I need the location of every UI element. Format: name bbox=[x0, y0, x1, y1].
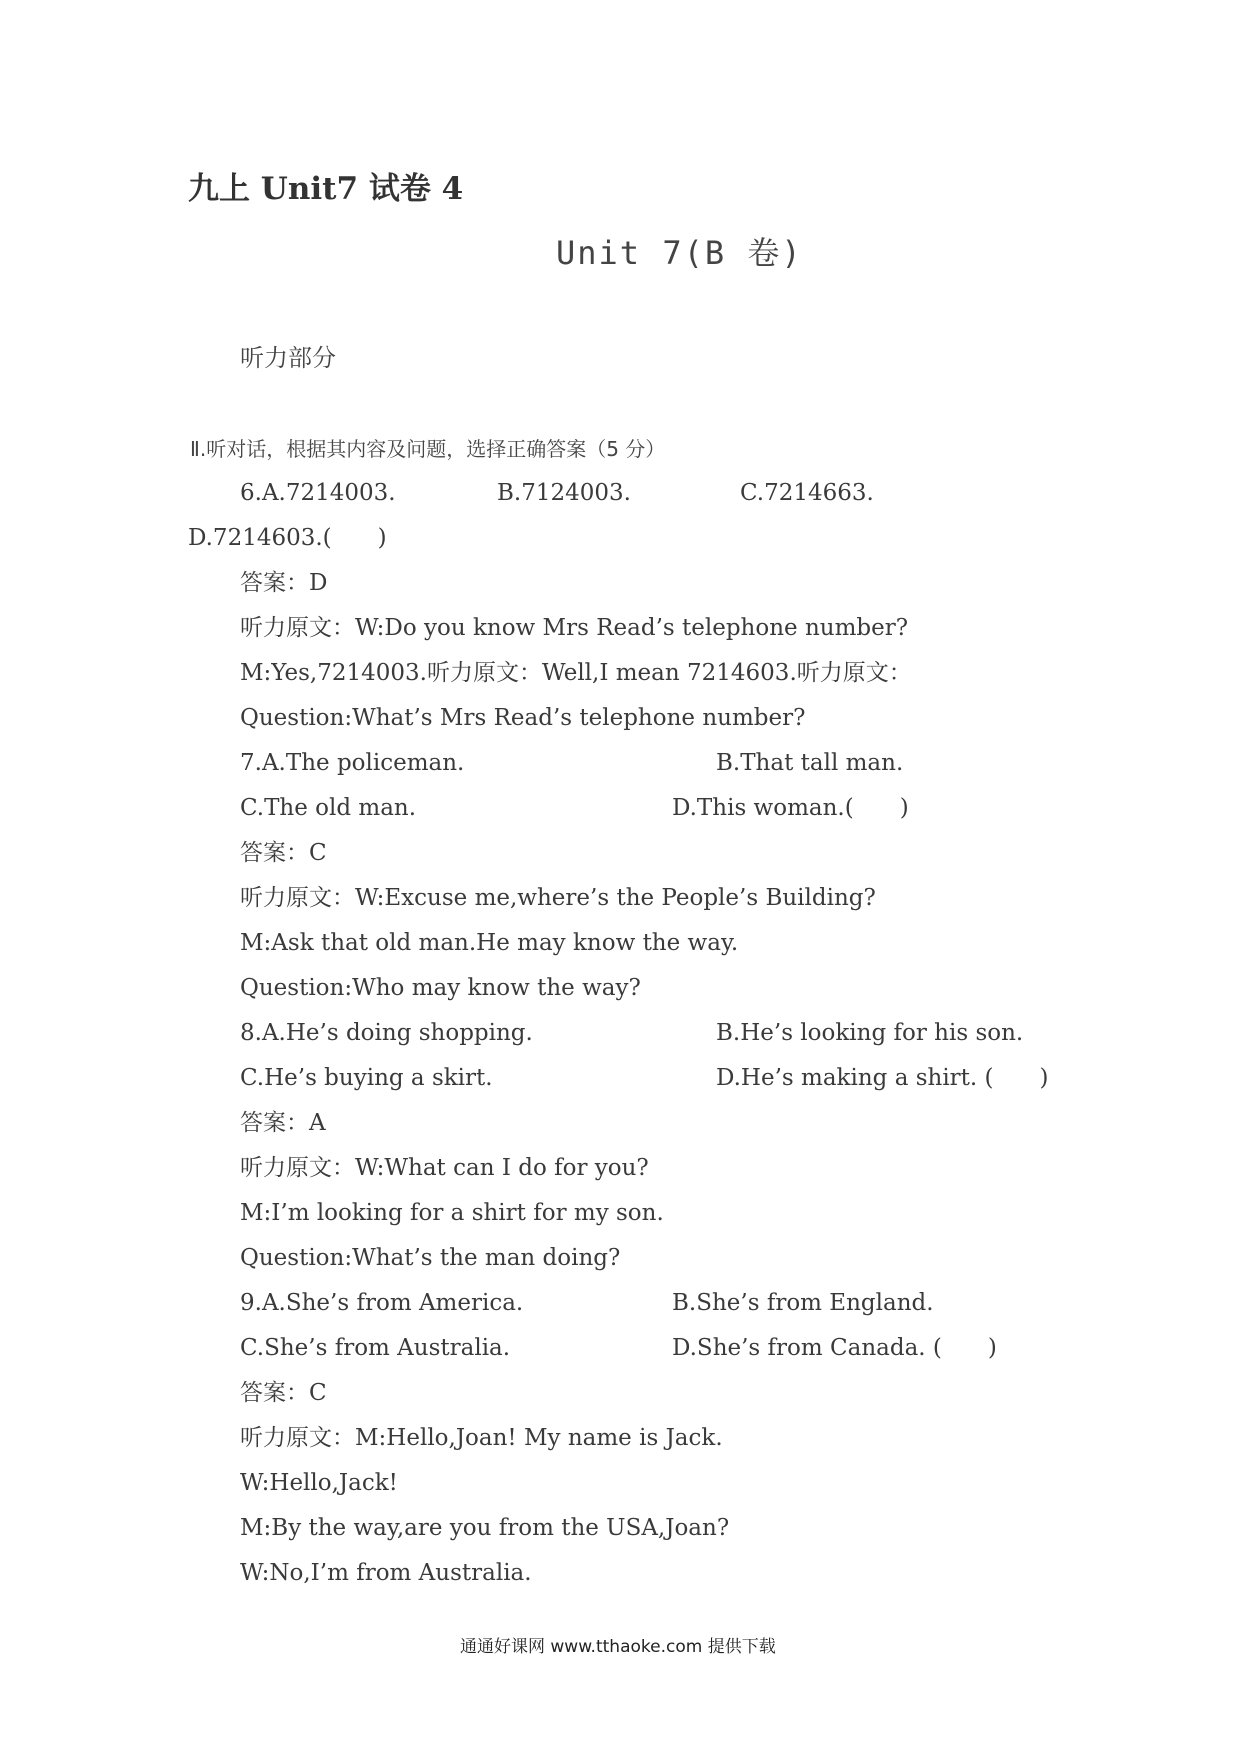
doc-subtitle: Unit 7(B 卷) bbox=[556, 234, 803, 272]
q7-answer: 答案：C bbox=[240, 840, 327, 866]
q7-transcript-3: Question:Who may know the way? bbox=[240, 975, 641, 1001]
q8-transcript-1: 听力原文：W:What can I do for you? bbox=[240, 1155, 649, 1181]
page-footer: 通通好课网 www.tthaoke.com 提供下载 bbox=[460, 1637, 776, 1657]
q8-transcript-2: M:I’m looking for a shirt for my son. bbox=[240, 1200, 664, 1226]
q6-option-d: D.7214603.( ) bbox=[188, 525, 387, 551]
q8-transcript-3: Question:What’s the man doing? bbox=[240, 1245, 621, 1271]
q7-option-b: B.That tall man. bbox=[716, 750, 904, 776]
q6-option-b: B.7124003. bbox=[497, 480, 631, 506]
q9-option-a: 9.A.She’s from America. bbox=[240, 1290, 524, 1316]
instruction: Ⅱ.听对话，根据其内容及问题，选择正确答案（5 分） bbox=[190, 437, 666, 461]
q9-option-b: B.She’s from England. bbox=[672, 1290, 934, 1316]
q6-answer: 答案：D bbox=[240, 570, 328, 596]
q6-transcript-2: M:Yes,7214003.听力原文：Well,I mean 7214603.听力原文： bbox=[240, 660, 912, 686]
q8-option-b: B.He’s looking for his son. bbox=[716, 1020, 1024, 1046]
q7-option-a: 7.A.The policeman. bbox=[240, 750, 465, 776]
q6-transcript-1: 听力原文：W:Do you know Mrs Read’s telephone number? bbox=[240, 615, 909, 641]
q9-transcript-4: W:No,I’m from Australia. bbox=[240, 1560, 532, 1586]
q9-transcript-3: M:By the way,are you from the USA,Joan? bbox=[240, 1515, 730, 1541]
q6-option-c: C.7214663. bbox=[740, 480, 874, 506]
q9-transcript-2: W:Hello,Jack! bbox=[240, 1470, 398, 1496]
q9-option-c: C.She’s from Australia. bbox=[240, 1335, 511, 1361]
q7-option-c: C.The old man. bbox=[240, 795, 417, 821]
q7-option-d: D.This woman.( ) bbox=[672, 795, 909, 821]
q7-transcript-1: 听力原文：W:Excuse me,where’s the People’s Building? bbox=[240, 885, 876, 911]
q9-option-d: D.She’s from Canada. ( ) bbox=[672, 1335, 997, 1361]
q9-answer: 答案：C bbox=[240, 1380, 327, 1406]
q6-transcript-3: Question:What’s Mrs Read’s telephone number? bbox=[240, 705, 806, 731]
q6-option-a: 6.A.7214003. bbox=[240, 480, 396, 506]
section-label: 听力部分 bbox=[240, 344, 336, 372]
q9-transcript-1: 听力原文：M:Hello,Joan! My name is Jack. bbox=[240, 1425, 723, 1451]
q8-option-d: D.He’s making a shirt. ( ) bbox=[716, 1065, 1049, 1091]
q8-option-a: 8.A.He’s doing shopping. bbox=[240, 1020, 533, 1046]
q8-option-c: C.He’s buying a skirt. bbox=[240, 1065, 493, 1091]
q8-answer: 答案：A bbox=[240, 1110, 326, 1136]
doc-title: 九上 Unit7 试卷 4 bbox=[188, 171, 464, 207]
q7-transcript-2: M:Ask that old man.He may know the way. bbox=[240, 930, 739, 956]
